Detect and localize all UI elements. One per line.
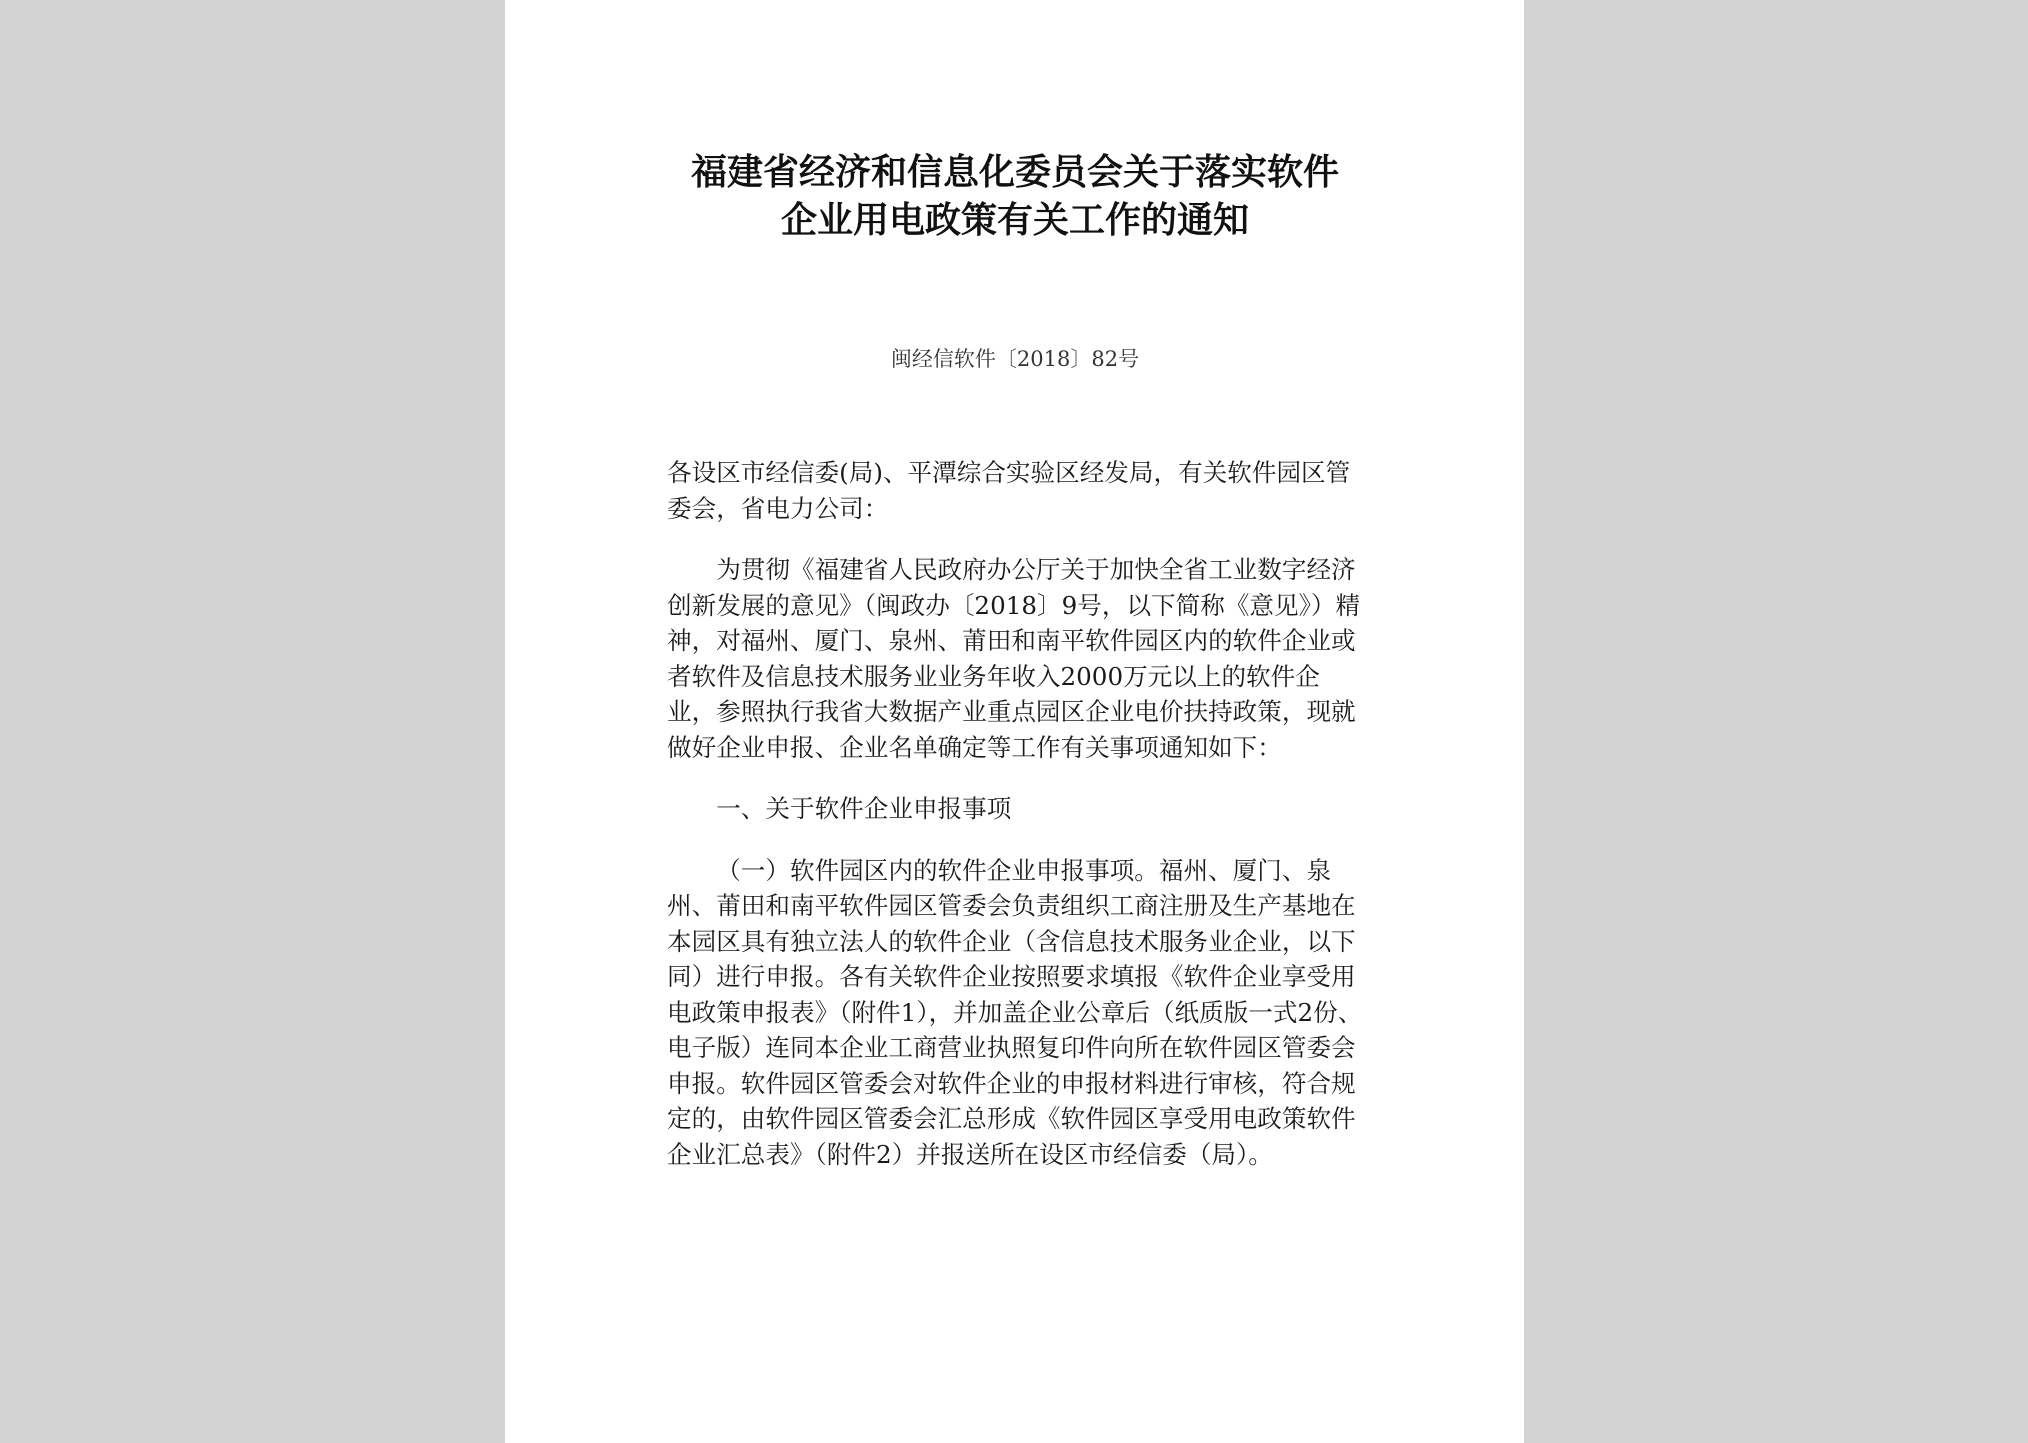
document-number: 闽经信软件〔2018〕82号	[890, 347, 1140, 371]
document-body	[667, 455, 1367, 1198]
paragraph-intro: 为贯彻《福建省人民政府办公厅关于加快全省工业数字经济创新发展的意见》（闽政办〔2018〕9号，以下简称《意见》）精神，对福州、厦门、泉州、莆田和南平软件园区内的软件企业或者软件及信息技术服务业业务年收入2000万元以上的软件企业，参照执行我省大数据产业重点园区企业电价扶持政策，现就做好企业申报、企业名单确定等工作有关事项通知如下：	[667, 555, 1361, 762]
title-line-2: 企业用电政策有关工作的通知	[780, 199, 1249, 241]
salutation: 各设区市经信委(局)、平潭综合实验区经发局，有关软件园区管委会，省电力公司：	[667, 458, 1351, 523]
title-line-1: 福建省经济和信息化委员会关于落实软件	[690, 151, 1339, 193]
section-heading: 一、关于软件企业申报事项	[716, 794, 1012, 823]
document-page	[505, 0, 1524, 1443]
document-title	[635, 148, 1395, 244]
paragraph-item-1: （一）软件园区内的软件企业申报事项。福州、厦门、泉州、莆田和南平软件园区管委会负责组织工商注册及生产基地在本园区具有独立法人的软件企业（含信息技术服务业企业，以下同）进行申报。各有关软件企业按照要求填报《软件企业享受用电政策申报表》（附件1），并加盖企业公章后（纸质版一式2份、电子版）连同本企业工商营业执照复印件向所在软件园区管委会申报。软件园区管委会对软件企业的申报材料进行审核，符合规定的，由软件园区管委会汇总形成《软件园区享受用电政策软件企业汇总表》（附件2）并报送所在设区市经信委（局）。	[667, 855, 1363, 1169]
